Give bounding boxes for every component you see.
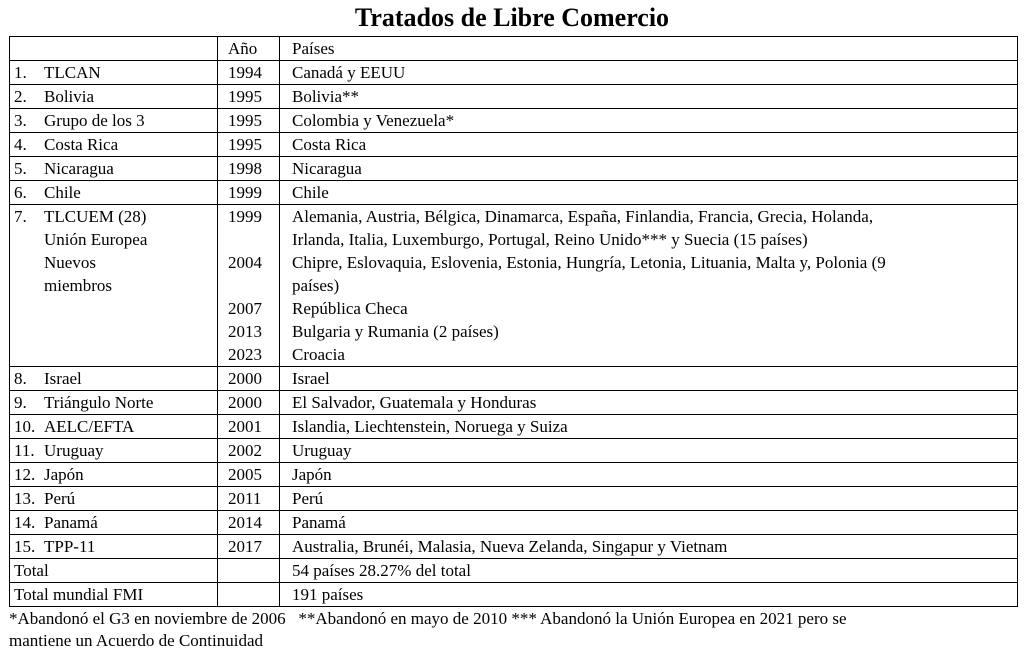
table-row (10, 109, 1018, 133)
row-number: 10. (14, 417, 36, 436)
countries-cell: Nicaragua (280, 157, 1018, 181)
footnotes (9, 608, 1017, 652)
total-value: 54 países 28.27% del total (280, 559, 1018, 583)
agreement-name: TLCUEM (28) (44, 207, 147, 226)
agreement-cell (10, 391, 218, 415)
countries-cell: Chile (280, 181, 1018, 205)
header-agreement (10, 37, 218, 61)
year-cell: 1994 (218, 61, 280, 85)
countries-cell: Japón (280, 463, 1018, 487)
agreement-name: Uruguay (44, 441, 104, 460)
table-row (10, 133, 1018, 157)
imf-total-value: 191 países (280, 583, 1018, 607)
countries-cell: Bolivia** (280, 85, 1018, 109)
countries-cell: Uruguay (280, 439, 1018, 463)
year-cell: 2014 (218, 511, 280, 535)
year-cell: 2000 (218, 391, 280, 415)
eu-row (10, 205, 1018, 367)
row-number: 4. (14, 135, 27, 154)
eu-name-line-2 (14, 228, 213, 251)
agreement-cell (10, 61, 218, 85)
table-row (10, 157, 1018, 181)
row-number: 13. (14, 489, 36, 508)
row-number: 2. (14, 87, 27, 106)
eu-countries-2013: Bulgaria y Rumania (2 países) (292, 322, 499, 341)
agreement-name: Grupo de los 3 (44, 111, 145, 130)
agreement-subname: miembros (44, 276, 112, 295)
imf-total-row (10, 583, 1018, 607)
eu-name-line-4 (14, 274, 213, 297)
row-number: 11. (14, 441, 35, 460)
eu-name-line-1 (14, 205, 213, 228)
year-cell: 2005 (218, 463, 280, 487)
row-number: 5. (14, 159, 27, 178)
year-cell (218, 205, 280, 367)
table-row (10, 61, 1018, 85)
countries-cell: Perú (280, 487, 1018, 511)
eu-name-line-3 (14, 251, 213, 274)
eu-year-2023: 2023 (228, 345, 262, 364)
row-number: 7. (14, 207, 27, 226)
total-label: Total (10, 559, 218, 583)
table-row (10, 415, 1018, 439)
agreement-cell (10, 439, 218, 463)
row-number: 15. (14, 537, 36, 556)
agreement-name: Israel (44, 369, 82, 388)
countries-cell: Israel (280, 367, 1018, 391)
row-number: 1. (14, 63, 27, 82)
eu-year-2007: 2007 (228, 299, 262, 318)
total-row (10, 559, 1018, 583)
table-row (10, 463, 1018, 487)
year-cell: 1999 (218, 181, 280, 205)
eu-countries-2023: Croacia (292, 345, 345, 364)
agreement-name: Nicaragua (44, 159, 114, 178)
table-row (10, 367, 1018, 391)
countries-cell (280, 205, 1018, 367)
row-number: 12. (14, 465, 36, 484)
agreement-cell (10, 415, 218, 439)
agreement-cell (10, 85, 218, 109)
countries-cell: Costa Rica (280, 133, 1018, 157)
header-year: Año (218, 37, 280, 61)
agreement-subname: Unión Europea (44, 230, 148, 249)
year-cell: 2017 (218, 535, 280, 559)
countries-cell: Islandia, Liechtenstein, Noruega y Suiza (280, 415, 1018, 439)
table-row (10, 487, 1018, 511)
agreement-cell (10, 535, 218, 559)
agreement-subname: Nuevos (44, 253, 96, 272)
agreement-name: Chile (44, 183, 81, 202)
year-cell: 1995 (218, 109, 280, 133)
countries-cell: Colombia y Venezuela* (280, 109, 1018, 133)
row-number: 6. (14, 183, 27, 202)
year-cell: 2001 (218, 415, 280, 439)
page-title: Tratados de Libre Comercio (354, 3, 670, 32)
eu-countries-2004-line-2: países) (292, 276, 340, 295)
eu-countries-1999-line-2: Irlanda, Italia, Luxemburgo, Portugal, Reino Unido*** y Suecia (15 países) (292, 230, 808, 249)
year-cell: 2002 (218, 439, 280, 463)
header-countries: Países (280, 37, 1018, 61)
countries-cell: Canadá y EEUU (280, 61, 1018, 85)
agreement-name: Panamá (44, 513, 98, 532)
agreement-name: Costa Rica (44, 135, 119, 154)
agreement-name: Perú (44, 489, 76, 508)
agreement-cell (10, 205, 218, 367)
countries-cell: El Salvador, Guatemala y Honduras (280, 391, 1018, 415)
agreement-name: Japón (44, 465, 84, 484)
footnote-line-1: *Abandonó el G3 en noviembre de 2006 **Abandonó en mayo de 2010 *** Abandonó la Unión Europea en 2021 pero se (9, 609, 847, 628)
total-year-cell (218, 559, 280, 583)
agreement-cell (10, 487, 218, 511)
year-cell: 2011 (218, 487, 280, 511)
header-row (10, 37, 1018, 61)
year-cell: 2000 (218, 367, 280, 391)
agreement-cell (10, 157, 218, 181)
agreement-name: TLCAN (44, 63, 101, 82)
trade-agreements-table (9, 36, 1018, 607)
table-row (10, 535, 1018, 559)
row-number: 8. (14, 369, 27, 388)
agreement-cell (10, 367, 218, 391)
agreement-name: TPP-11 (44, 537, 96, 556)
agreement-cell (10, 181, 218, 205)
year-cell: 1998 (218, 157, 280, 181)
eu-year-2004: 2004 (228, 253, 262, 272)
agreement-cell (10, 109, 218, 133)
eu-year-1999: 1999 (228, 207, 262, 226)
agreement-cell (10, 511, 218, 535)
agreement-cell (10, 133, 218, 157)
imf-year-cell (218, 583, 280, 607)
row-number: 9. (14, 393, 27, 412)
eu-year-2013: 2013 (228, 322, 262, 341)
row-number: 14. (14, 513, 36, 532)
eu-countries-2004-line-1: Chipre, Eslovaquia, Eslovenia, Estonia, Hungría, Letonia, Lituania, Malta y, Polonia (9 (292, 253, 886, 272)
table-row (10, 85, 1018, 109)
countries-cell: Panamá (280, 511, 1018, 535)
agreement-cell (10, 463, 218, 487)
table-row (10, 391, 1018, 415)
year-cell: 1995 (218, 133, 280, 157)
table-row (10, 181, 1018, 205)
table-row (10, 439, 1018, 463)
imf-total-label: Total mundial FMI (10, 583, 218, 607)
agreement-name: Bolivia (44, 87, 95, 106)
footnote-line-2: mantiene un Acuerdo de Continuidad (9, 631, 263, 650)
table-row (10, 511, 1018, 535)
row-number: 3. (14, 111, 27, 130)
eu-countries-2007: República Checa (292, 299, 408, 318)
countries-cell: Australia, Brunéi, Malasia, Nueva Zelanda, Singapur y Vietnam (280, 535, 1018, 559)
eu-countries-1999-line-1: Alemania, Austria, Bélgica, Dinamarca, España, Finlandia, Francia, Grecia, Holanda, (292, 207, 874, 226)
agreement-name: Triángulo Norte (44, 393, 154, 412)
agreement-name: AELC/EFTA (44, 417, 135, 436)
year-cell: 1995 (218, 85, 280, 109)
